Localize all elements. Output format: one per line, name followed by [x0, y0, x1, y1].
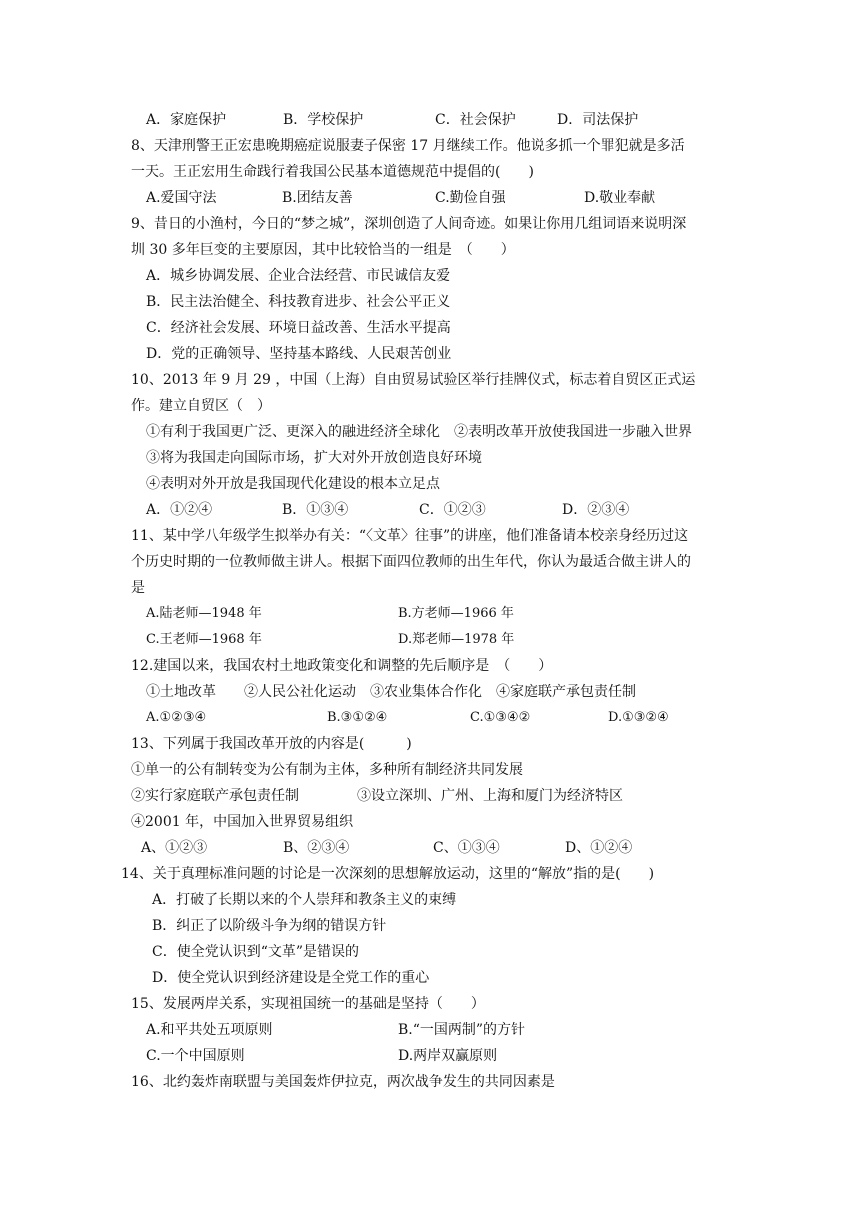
- q8-option-d: D.敬业奉献: [584, 190, 656, 206]
- q9-stem-line-2: 圳 30 多年巨变的主要原因，其中比较恰当的一组是 （ ）: [131, 242, 515, 258]
- q16-stem: 16、北约轰炸南联盟与美国轰炸伊拉克，两次战争发生的共同因素是: [131, 1074, 555, 1090]
- q12-items: ①土地改革 ②人民公社化运动 ③农业集体合作化 ④家庭联产承包责任制: [146, 684, 636, 700]
- q10-stem-line-1: 10、2013 年 9 月 29 ，中国（上海）自由贸易试验区举行挂牌仪式，标志着自贸区正式运: [131, 372, 696, 388]
- q14-stem: 14、关于真理标准问题的讨论是一次深刻的思想解放运动，这里的“解放”指的是( ): [121, 866, 655, 882]
- q15-option-d: D.两岸双赢原则: [398, 1048, 498, 1064]
- q12-option-d: D.①③②④: [608, 710, 669, 725]
- q12-option-c: C.①③④②: [470, 710, 531, 725]
- q9-option-c: C．经济社会发展、环境日益改善、生活水平提高: [146, 320, 451, 336]
- q10-option-a: A．①②④: [146, 502, 213, 518]
- q9-option-d: D．党的正确领导、坚持基本路线、人民艰苦创业: [146, 346, 452, 362]
- q13-item-1: ①单一的公有制转变为公有制为主体，多种所有制经济共同发展: [131, 762, 523, 778]
- q9-option-a: A．城乡协调发展、企业合法经营、市民诚信友爱: [146, 268, 451, 284]
- q14-option-c: C．使全党认识到“文革”是错误的: [152, 944, 360, 960]
- q10-option-b: B．①③④: [282, 502, 349, 518]
- q11-option-b: B.方老师—1966 年: [398, 606, 514, 621]
- q15-option-a: A.和平共处五项原则: [146, 1022, 273, 1038]
- q15-stem: 15、发展两岸关系，实现祖国统一的基础是坚持（ ）: [131, 996, 485, 1012]
- q8-stem-line-1: 8、天津刑警王正宏患晚期癌症说服妻子保密 17 月继续工作。他说多抓一个罪犯就是多活: [131, 138, 685, 154]
- q10-item-line-3: ④表明对外开放是我国现代化建设的根本立足点: [146, 476, 440, 492]
- q9-stem-line-1: 9、昔日的小渔村，今日的“梦之城”，深圳创造了人间奇迹。如果让你用几组词语来说明深: [131, 216, 687, 232]
- q10-option-c: C．①②③: [419, 502, 486, 518]
- q13-stem: 13、下列属于我国改革开放的内容是( ): [131, 736, 412, 752]
- q13-option-a: A、①②③: [141, 840, 208, 856]
- q11-stem-line-2: 个历史时期的一位教师做主讲人。根据下面四位教师的出生年代，你认为最适合做主讲人的: [131, 554, 691, 570]
- q14-option-d: D．使全党认识到经济建设是全党工作的重心: [152, 970, 430, 986]
- q12-option-b: B.③①②④: [327, 710, 388, 725]
- q8-option-a: A.爱国守法: [146, 190, 217, 206]
- q9-option-b: B．民主法治健全、科技教育进步、社会公平正义: [146, 294, 451, 310]
- q8-option-b: B.团结友善: [282, 190, 353, 206]
- q14-option-b: B．纠正了以阶级斗争为纲的错误方针: [152, 918, 387, 934]
- q7-option-d: D．司法保护: [557, 112, 639, 128]
- q13-option-b: B、②③④: [283, 840, 350, 856]
- q12-option-a: A.①②③④: [146, 710, 207, 725]
- q7-option-b: B．学校保护: [283, 112, 364, 128]
- q8-stem-line-2: 一天。王正宏用生命践行着我国公民基本道德规范中提倡的( ): [131, 164, 534, 180]
- q13-item-3: ③设立深圳、广州、上海和厦门为经济特区: [357, 788, 623, 804]
- q14-option-a: A．打破了长期以来的个人崇拜和教条主义的束缚: [152, 892, 457, 908]
- q13-option-c: C、①③④: [433, 840, 500, 856]
- q8-option-c: C.勤俭自强: [435, 190, 506, 206]
- q10-item-line-1: ①有利于我国更广泛、更深入的融进经济全球化 ②表明改革开放使我国进一步融入世界: [146, 424, 692, 440]
- q12-stem: 12.建国以来，我国农村土地政策变化和调整的先后顺序是 （ ）: [131, 658, 553, 674]
- q11-option-d: D.郑老师—1978 年: [398, 632, 515, 647]
- q11-option-a: A.陆老师—1948 年: [146, 606, 262, 621]
- q13-item-4: ④2001 年，中国加入世界贸易组织: [131, 814, 354, 830]
- q15-option-b: B.“一国两制”的方针: [398, 1022, 526, 1038]
- q10-option-d: D．②③④: [562, 502, 630, 518]
- q7-option-a: A．家庭保护: [146, 112, 227, 128]
- q15-option-c: C.一个中国原则: [146, 1048, 245, 1064]
- q13-item-2: ②实行家庭联产承包责任制: [131, 788, 299, 804]
- q11-stem-line-1: 11、某中学八年级学生拟举办有关：“〈文革〉往事”的讲座，他们准备请本校亲身经历过这: [131, 528, 689, 544]
- q11-option-c: C.王老师—1968 年: [146, 632, 262, 647]
- q13-option-d: D、①②④: [565, 840, 633, 856]
- q10-item-line-2: ③将为我国走向国际市场，扩大对外开放创造良好环境: [146, 450, 482, 466]
- q7-option-c: C．社会保护: [435, 112, 516, 128]
- q11-stem-line-3: 是: [131, 580, 145, 596]
- q10-stem-line-2: 作。建立自贸区（ ）: [131, 398, 271, 414]
